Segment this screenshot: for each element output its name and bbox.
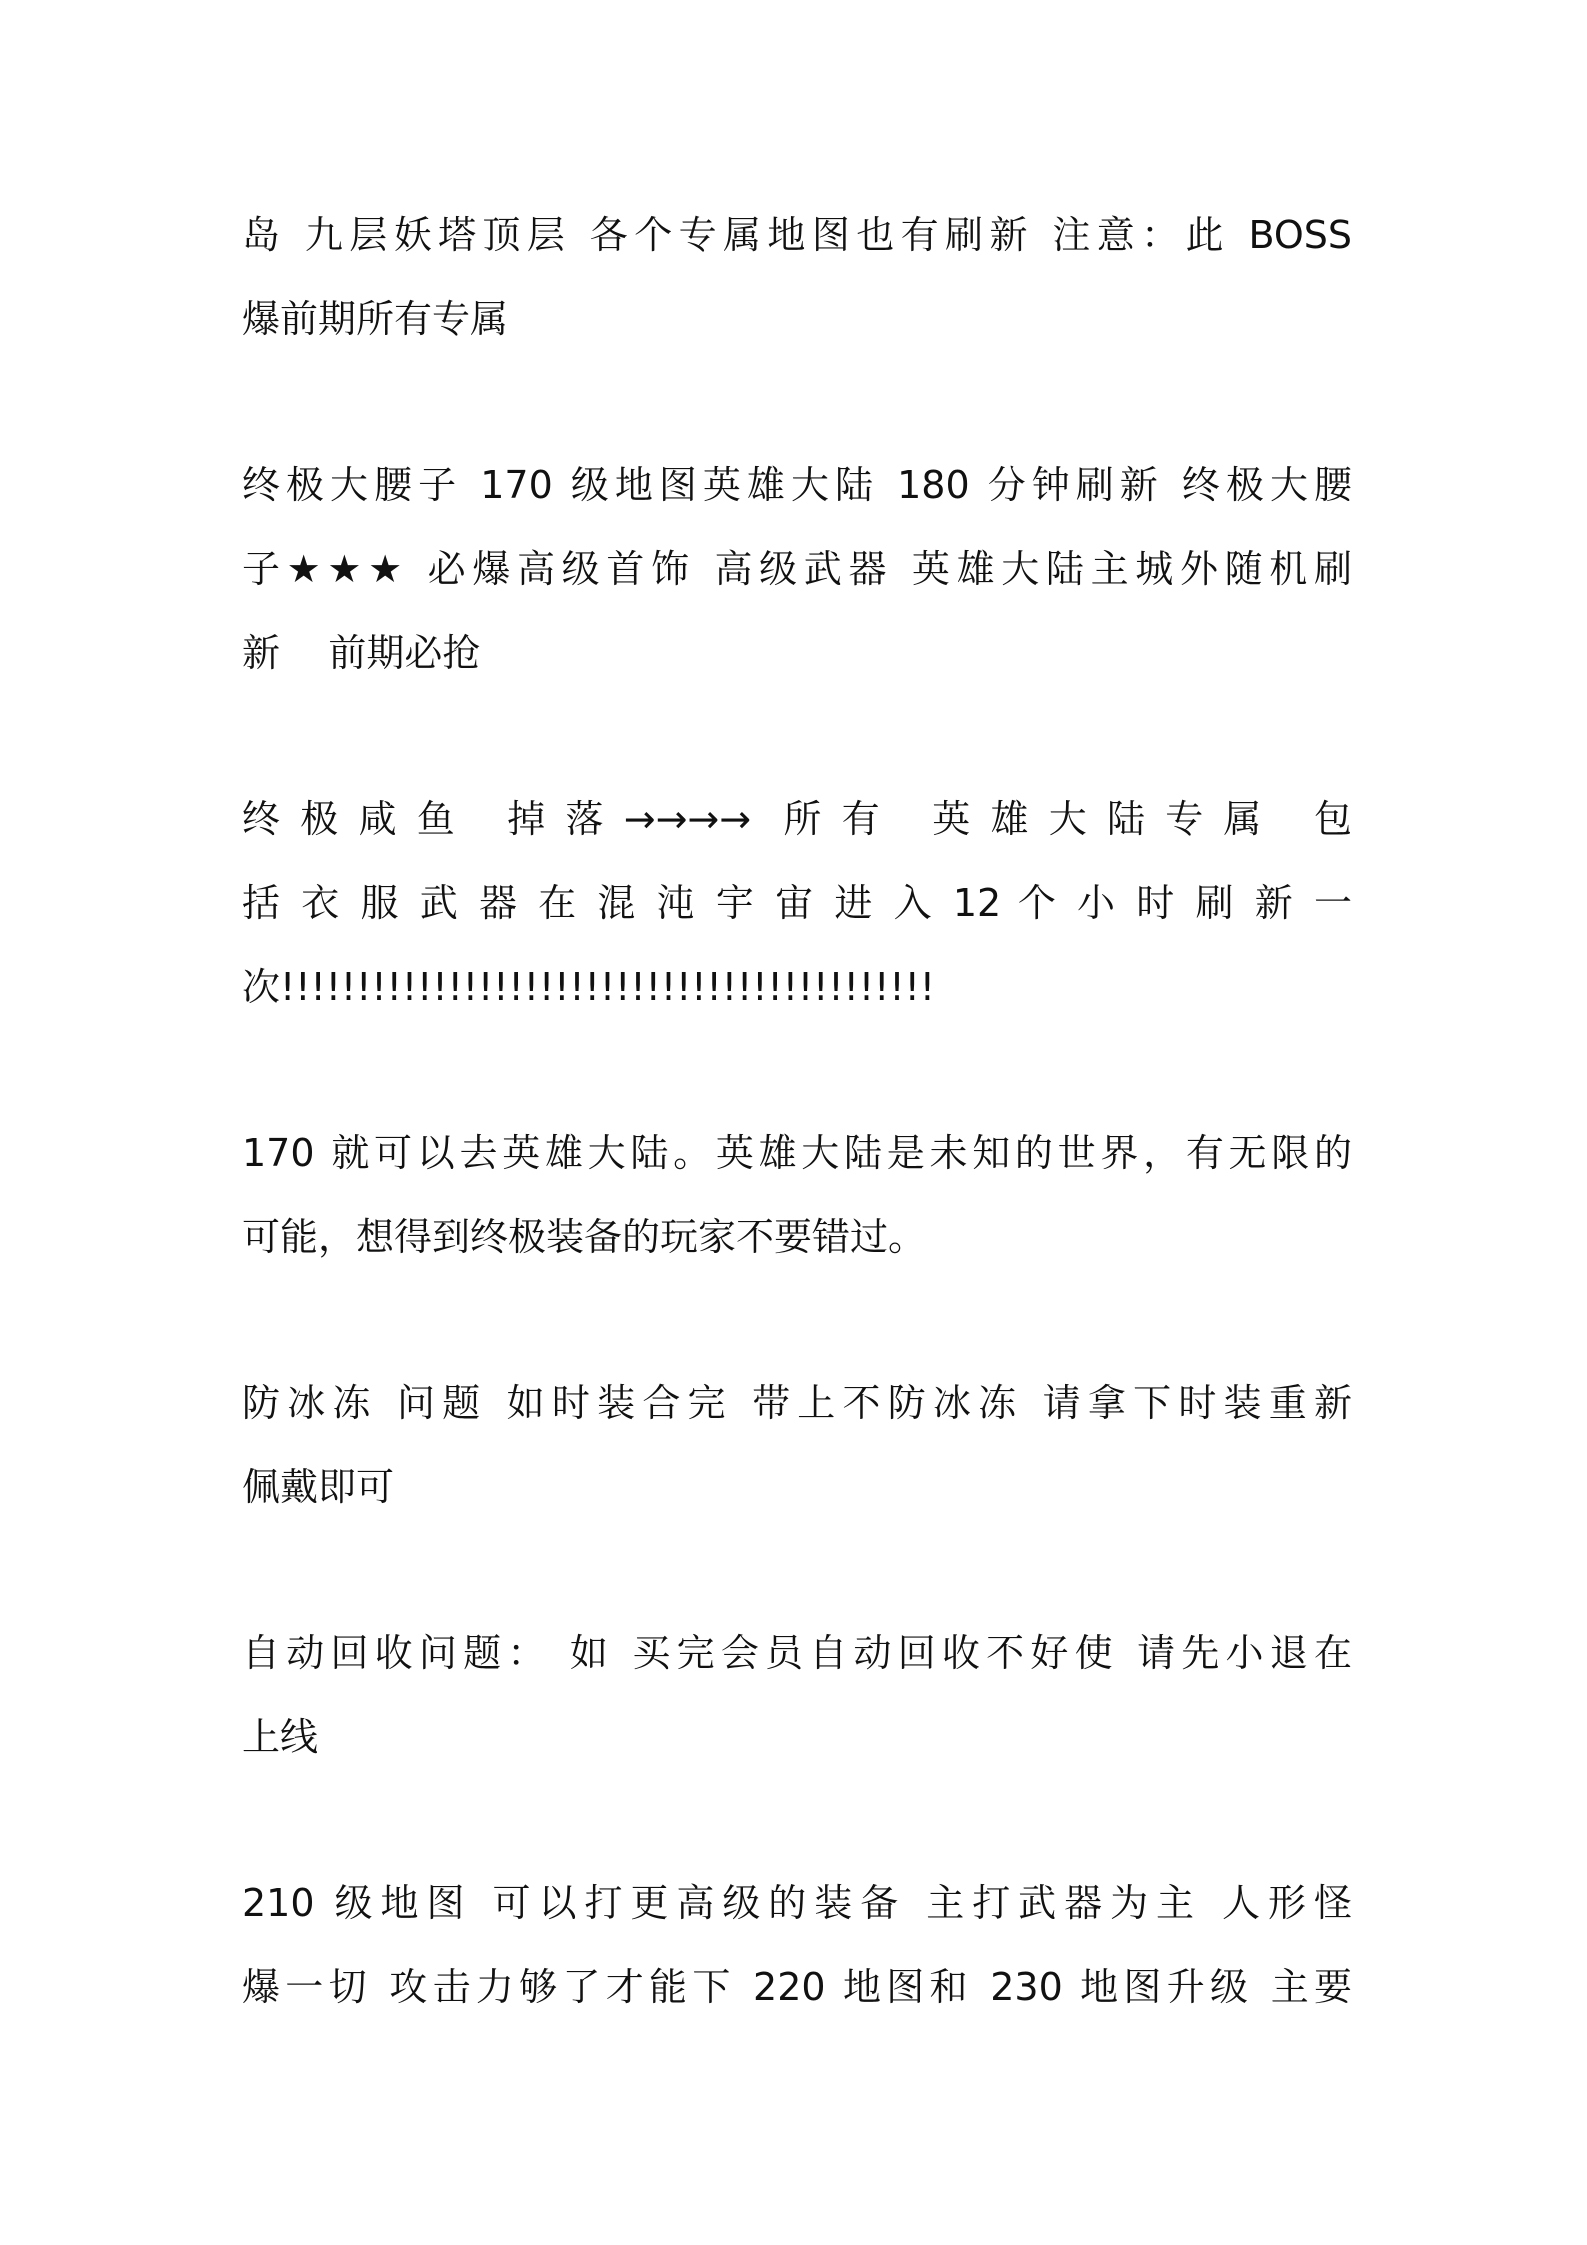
p3-line3: 次!!!!!!!!!!!!!!!!!!!!!!!!!!!!!!!!!!!!!!!!!!! bbox=[242, 965, 936, 1009]
p7-line1: 210 级地图 可以打更高级的装备 主打武器为主 人形怪 bbox=[242, 1881, 1352, 1925]
p1-line2: 爆前期所有专属 bbox=[242, 297, 509, 341]
p3-line2: 括 衣 服 武 器 在 混 沌 宇 宙 进 入 12 个 小 时 刷 新 一 bbox=[242, 881, 1352, 925]
p7-line2: 爆一切 攻击力够了才能下 220 地图和 230 地图升级 主要 bbox=[242, 1965, 1352, 2009]
p5-line2: 佩戴即可 bbox=[242, 1465, 395, 1509]
p6-line2: 上线 bbox=[242, 1715, 319, 1759]
p6-line1: 自动回收问题： 如 买完会员自动回收不好使 请先小退在 bbox=[242, 1631, 1352, 1675]
p2-line1: 终极大腰子 170 级地图英雄大陆 180 分钟刷新 终极大腰 bbox=[242, 463, 1352, 507]
p2-line3: 新 前期必抢 bbox=[242, 631, 481, 675]
p1-line1: 岛 九层妖塔顶层 各个专属地图也有刷新 注意：此 BOSS bbox=[242, 213, 1352, 257]
p4-line1: 170 就可以去英雄大陆。英雄大陆是未知的世界，有无限的 bbox=[242, 1131, 1352, 1175]
p4-line2: 可能，想得到终极装备的玩家不要错过。 bbox=[242, 1215, 927, 1259]
p5-line1: 防冰冻 问题 如时装合完 带上不防冰冻 请拿下时装重新 bbox=[242, 1381, 1352, 1425]
p2-line2: 子★★★ 必爆高级首饰 高级武器 英雄大陆主城外随机刷 bbox=[242, 547, 1352, 591]
p3-line1: 终极咸鱼 掉落→→→→ 所有 英雄大陆专属 包 bbox=[242, 797, 1352, 841]
